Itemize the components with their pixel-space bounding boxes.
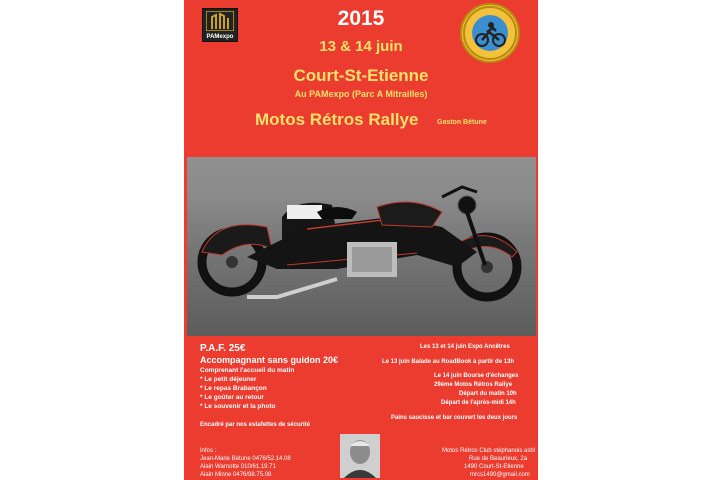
includes-title: Comprenant l'accueil du matin <box>200 367 295 374</box>
year: 2015 <box>337 7 385 30</box>
portrait-illustration <box>340 434 380 478</box>
program-balade: Le 13 juin Balade au RoadBook à partir de 13h <box>382 359 515 365</box>
program-depart-matin: Départ du matin 10h <box>459 391 517 397</box>
include-item-4: * Le souvenir et la photo <box>200 403 276 410</box>
include-item-3: * Le goûter au retour <box>200 394 264 401</box>
companion-price: Accompagnant sans guidon 20€ <box>200 355 339 365</box>
program-expo: Les 13 et 14 juin Expo Ancêtres <box>420 344 510 350</box>
infos-title: Infos : <box>200 448 217 454</box>
club-town: 1490 Court-St-Etienne <box>464 464 524 470</box>
include-item-2: * Le repas Brabançon <box>200 385 267 392</box>
escort-note: Encadré par nos estafettes de sécurité <box>200 422 311 428</box>
club-address: Rue de Beaurieux, 2a <box>469 456 528 462</box>
contact-1: Jean-Marie Bétune 0476/52.14.08 <box>200 456 291 462</box>
motorcycle-illustration <box>187 157 536 336</box>
program-food: Pains saucisse et bar couvert les deux jours <box>391 415 518 421</box>
club-name: Motos Rétros Club stéphanois asbl <box>442 448 536 454</box>
dates: 13 & 14 juin <box>319 38 403 55</box>
town: Court-St-Etienne <box>293 66 429 85</box>
event-subtitle: Gaston Bétune <box>437 119 487 126</box>
motorcycle-photo <box>187 157 536 336</box>
event-title: Motos Rétros Rallye <box>255 110 419 129</box>
program-depart-aprem: Départ de l'après-midi 14h <box>441 400 516 406</box>
contact-3: Alain Minne 0476/98.75.08 <box>200 472 272 478</box>
program-bourse: Le 14 juin Bourse d'échanges <box>434 373 519 379</box>
portrait-photo <box>340 434 380 478</box>
poster-panel <box>184 0 538 480</box>
club-email: mrcs1490@gmail.com <box>470 472 530 478</box>
program-rallye: 29ème Motos Rétros Rallye <box>434 382 513 388</box>
contact-2: Alain Warnotte 010/61.19.71 <box>200 464 276 470</box>
paf-price: P.A.F. 25€ <box>200 343 246 354</box>
pamexpo-logo-label: PAMexpo <box>206 34 234 40</box>
include-item-1: * Le petit déjeuner <box>200 376 257 383</box>
venue: Au PAMexpo (Parc A Mitrailles) <box>294 89 428 99</box>
